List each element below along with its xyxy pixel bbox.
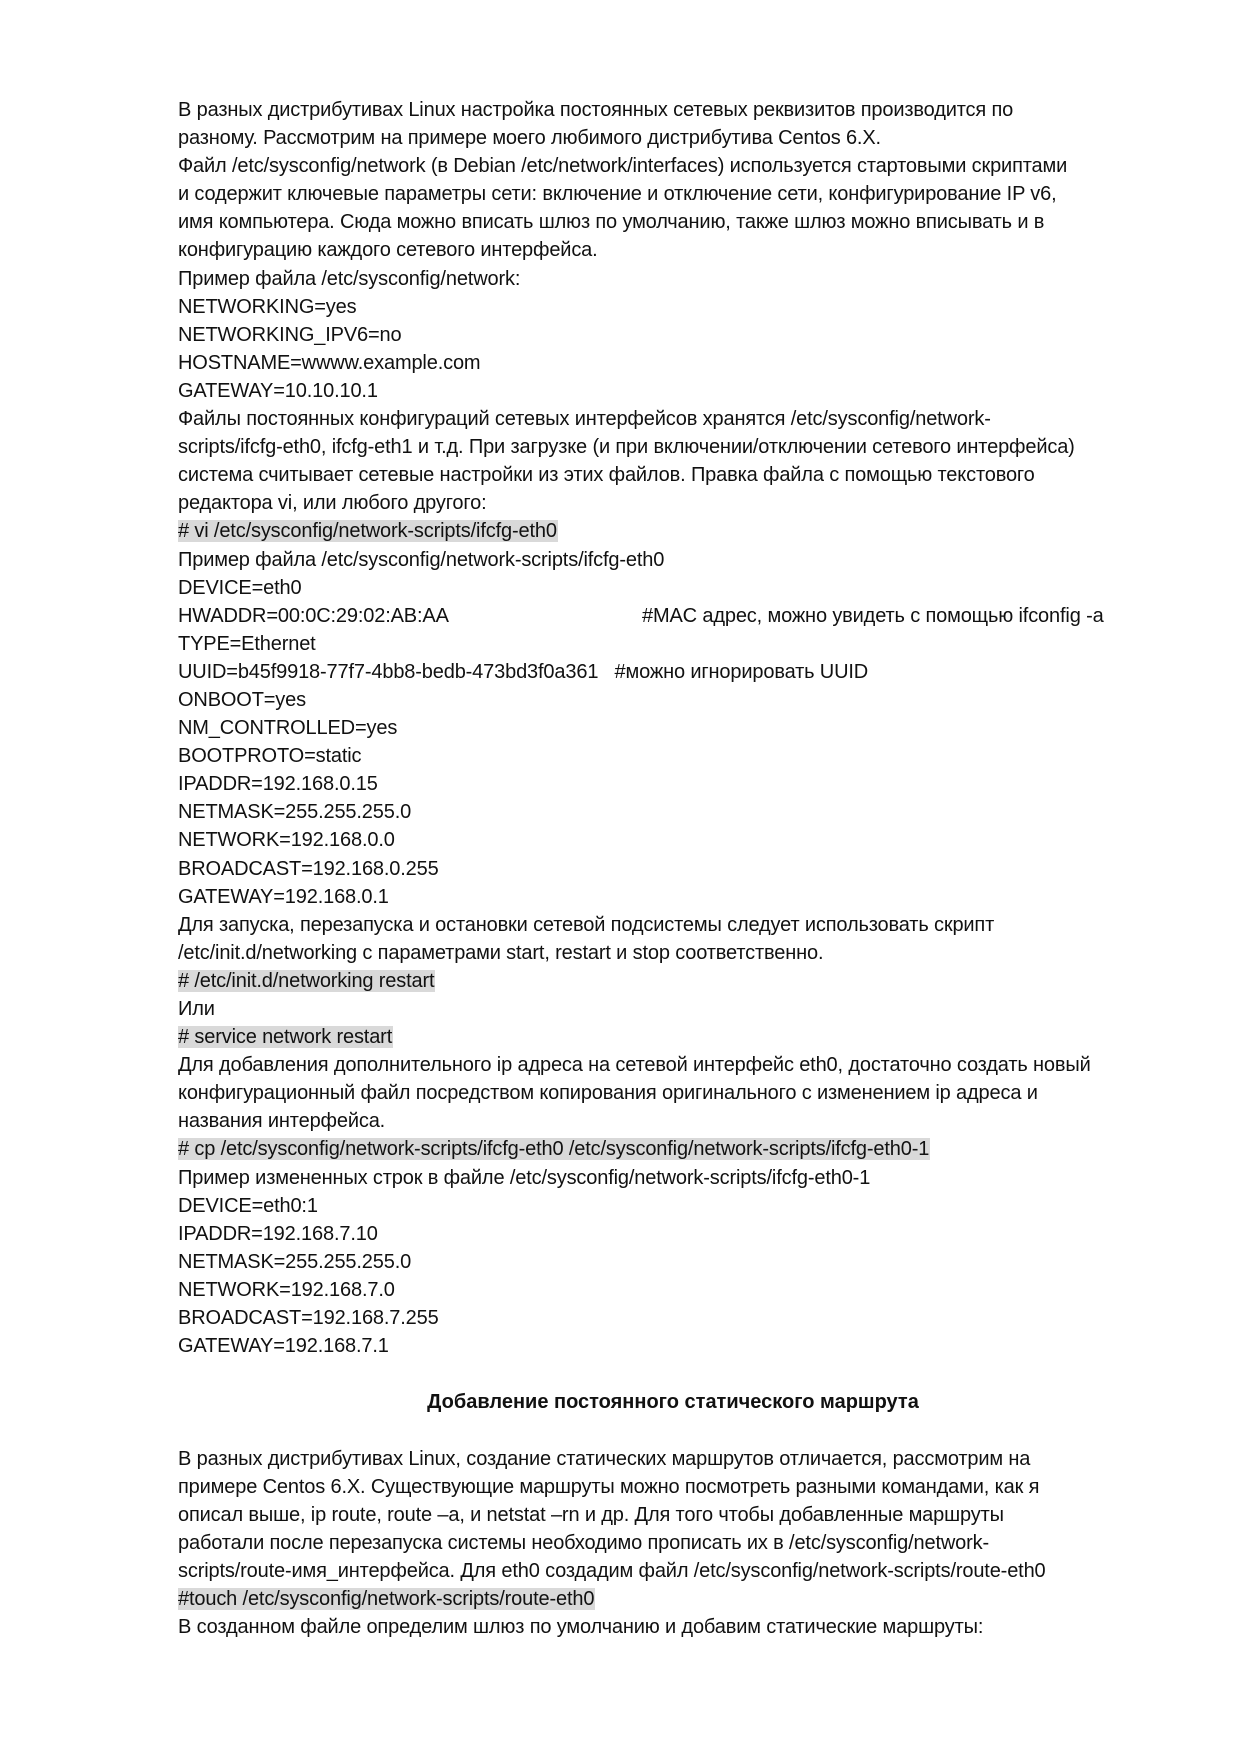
command-line-cp (178, 1135, 1168, 1163)
paragraph-line: конфигурацию каждого сетевого интерфейса. (178, 239, 598, 262)
paragraph-line: описал выше, ip route, route –a, и netstat –rn и др. Для того чтобы добавленные маршруты (178, 1503, 1004, 1526)
config-line: BROADCAST=192.168.0.255 (178, 857, 439, 880)
paragraph-line: Для запуска, перезапуска и остановки сетевой подсистемы следует использовать скрипт (178, 913, 995, 936)
config-line: IPADDR=192.168.0.15 (178, 773, 378, 796)
paragraph-line: и содержит ключевые параметры сети: включение и отключение сети, конфигурирование IP v6, (178, 183, 1057, 206)
config-line: DEVICE=eth0 (178, 576, 302, 599)
config-line: NM_CONTROLLED=yes (178, 717, 398, 740)
paragraph-line: scripts/route-имя_интерфейса. Для eth0 создадим файл /etc/sysconfig/network-scripts/route-eth0 (178, 1559, 1046, 1582)
paragraph-line: Пример файла /etc/sysconfig/network-scripts/ifcfg-eth0 (178, 548, 665, 571)
paragraph-line: конфигурационный файл посредством копирования оригинального с изменением ip адреса и (178, 1082, 1038, 1105)
config-line: NETWORK=192.168.7.0 (178, 1278, 395, 1301)
paragraph-line: Пример измененных строк в файле /etc/sysconfig/network-scripts/ifcfg-eth0-1 (178, 1166, 871, 1189)
paragraph-line: имя компьютера. Сюда можно вписать шлюз по умолчанию, также шлюз можно вписывать и в (178, 211, 1045, 234)
config-key: HWADDR=00:0C:29:02:AB:AA (178, 604, 449, 627)
command-highlight: # service network restart (178, 1026, 393, 1049)
command-line-vi (178, 517, 1168, 545)
paragraph-line: В разных дистрибутивах Linux настройка постоянных сетевых реквизитов производится по (178, 99, 1014, 121)
config-comment: #можно игнорировать UUID (614, 660, 869, 683)
config-line: HOSTNAME=wwww.example.com (178, 351, 481, 374)
config-line: NETWORKING=yes (178, 295, 357, 318)
config-line: NETWORKING_IPV6=no (178, 323, 402, 346)
paragraph-line: Для добавления дополнительного ip адреса на сетевой интерфейс eth0, достаточно создать новый (178, 1054, 1091, 1077)
paragraph-line: названия интерфейса. (178, 1110, 386, 1133)
config-line: BROADCAST=192.168.7.255 (178, 1307, 439, 1330)
config-line: ONBOOT=yes (178, 688, 306, 711)
paragraph-line: /etc/init.d/networking с параметрами start, restart и stop соответственно. (178, 941, 824, 964)
paragraph-line: Пример файла /etc/sysconfig/network: (178, 267, 521, 290)
config-line-uuid (178, 658, 1168, 686)
paragraph-line: В созданном файле определим шлюз по умолчанию и добавим статические маршруты: (178, 1616, 984, 1639)
paragraph-line: примере Centos 6.X. Существующие маршруты можно посмотреть разными командами, как я (178, 1475, 1040, 1498)
command-highlight: #touch /etc/sysconfig/network-scripts/route-eth0 (178, 1587, 595, 1610)
command-line-touch (178, 1585, 1168, 1613)
section-heading: Добавление постоянного статического маршрута (427, 1391, 919, 1414)
command-line-service-restart (178, 1023, 1168, 1051)
spacer (178, 1416, 1168, 1444)
config-line: IPADDR=192.168.7.10 (178, 1222, 378, 1245)
paragraph-line: работали после перезапуска системы необходимо прописать их в /etc/sysconfig/network- (178, 1531, 990, 1554)
config-comment: #MAC адрес, можно увидеть с помощью ifconfig -a (642, 604, 1104, 627)
config-line: BOOTPROTO=static (178, 745, 362, 768)
command-highlight: # /etc/init.d/networking restart (178, 969, 435, 992)
config-line: TYPE=Ethernet (178, 632, 316, 655)
paragraph-line: Файлы постоянных конфигураций сетевых интерфейсов хранятся /etc/sysconfig/network- (178, 408, 991, 431)
spacer (178, 1360, 1168, 1388)
paragraph-line: В разных дистрибутивах Linux, создание статических маршрутов отличается, рассмотрим на (178, 1447, 1031, 1470)
command-highlight: # cp /etc/sysconfig/network-scripts/ifcfg-eth0 /etc/sysconfig/network-scripts/ifcfg-eth0-1 (178, 1138, 930, 1161)
config-line: NETMASK=255.255.255.0 (178, 1250, 412, 1273)
command-highlight: # vi /etc/sysconfig/network-scripts/ifcfg-eth0 (178, 520, 557, 543)
config-line: GATEWAY=192.168.7.1 (178, 1335, 389, 1358)
config-line: GATEWAY=10.10.10.1 (178, 379, 378, 402)
config-line: DEVICE=eth0:1 (178, 1194, 318, 1217)
config-key: UUID=b45f9918-77f7-4bb8-bedb-473bd3f0a361 (178, 660, 599, 683)
config-line: NETMASK=255.255.255.0 (178, 801, 412, 824)
paragraph-line: редактора vi, или любого другого: (178, 492, 487, 515)
paragraph-line: Или (178, 998, 215, 1020)
paragraph-line: scripts/ifcfg-eth0, ifcfg-eth1 и т.д. При загрузке (и при включении/отключении сетевого интерфейса) (178, 436, 1075, 459)
config-line-hwaddr (178, 602, 1168, 630)
config-line: NETWORK=192.168.0.0 (178, 829, 395, 852)
command-line-networking-restart (178, 967, 1168, 995)
paragraph-line: система считывает сетевые настройки из этих файлов. Правка файла с помощью текстового (178, 464, 1035, 487)
paragraph-line: разному. Рассмотрим на примере моего любимого дистрибутива Centos 6.X. (178, 127, 881, 150)
document-page (178, 96, 1168, 1641)
config-line: GATEWAY=192.168.0.1 (178, 885, 389, 908)
paragraph-line: Файл /etc/sysconfig/network (в Debian /etc/network/interfaces) используется стартовыми скриптами (178, 155, 1068, 178)
